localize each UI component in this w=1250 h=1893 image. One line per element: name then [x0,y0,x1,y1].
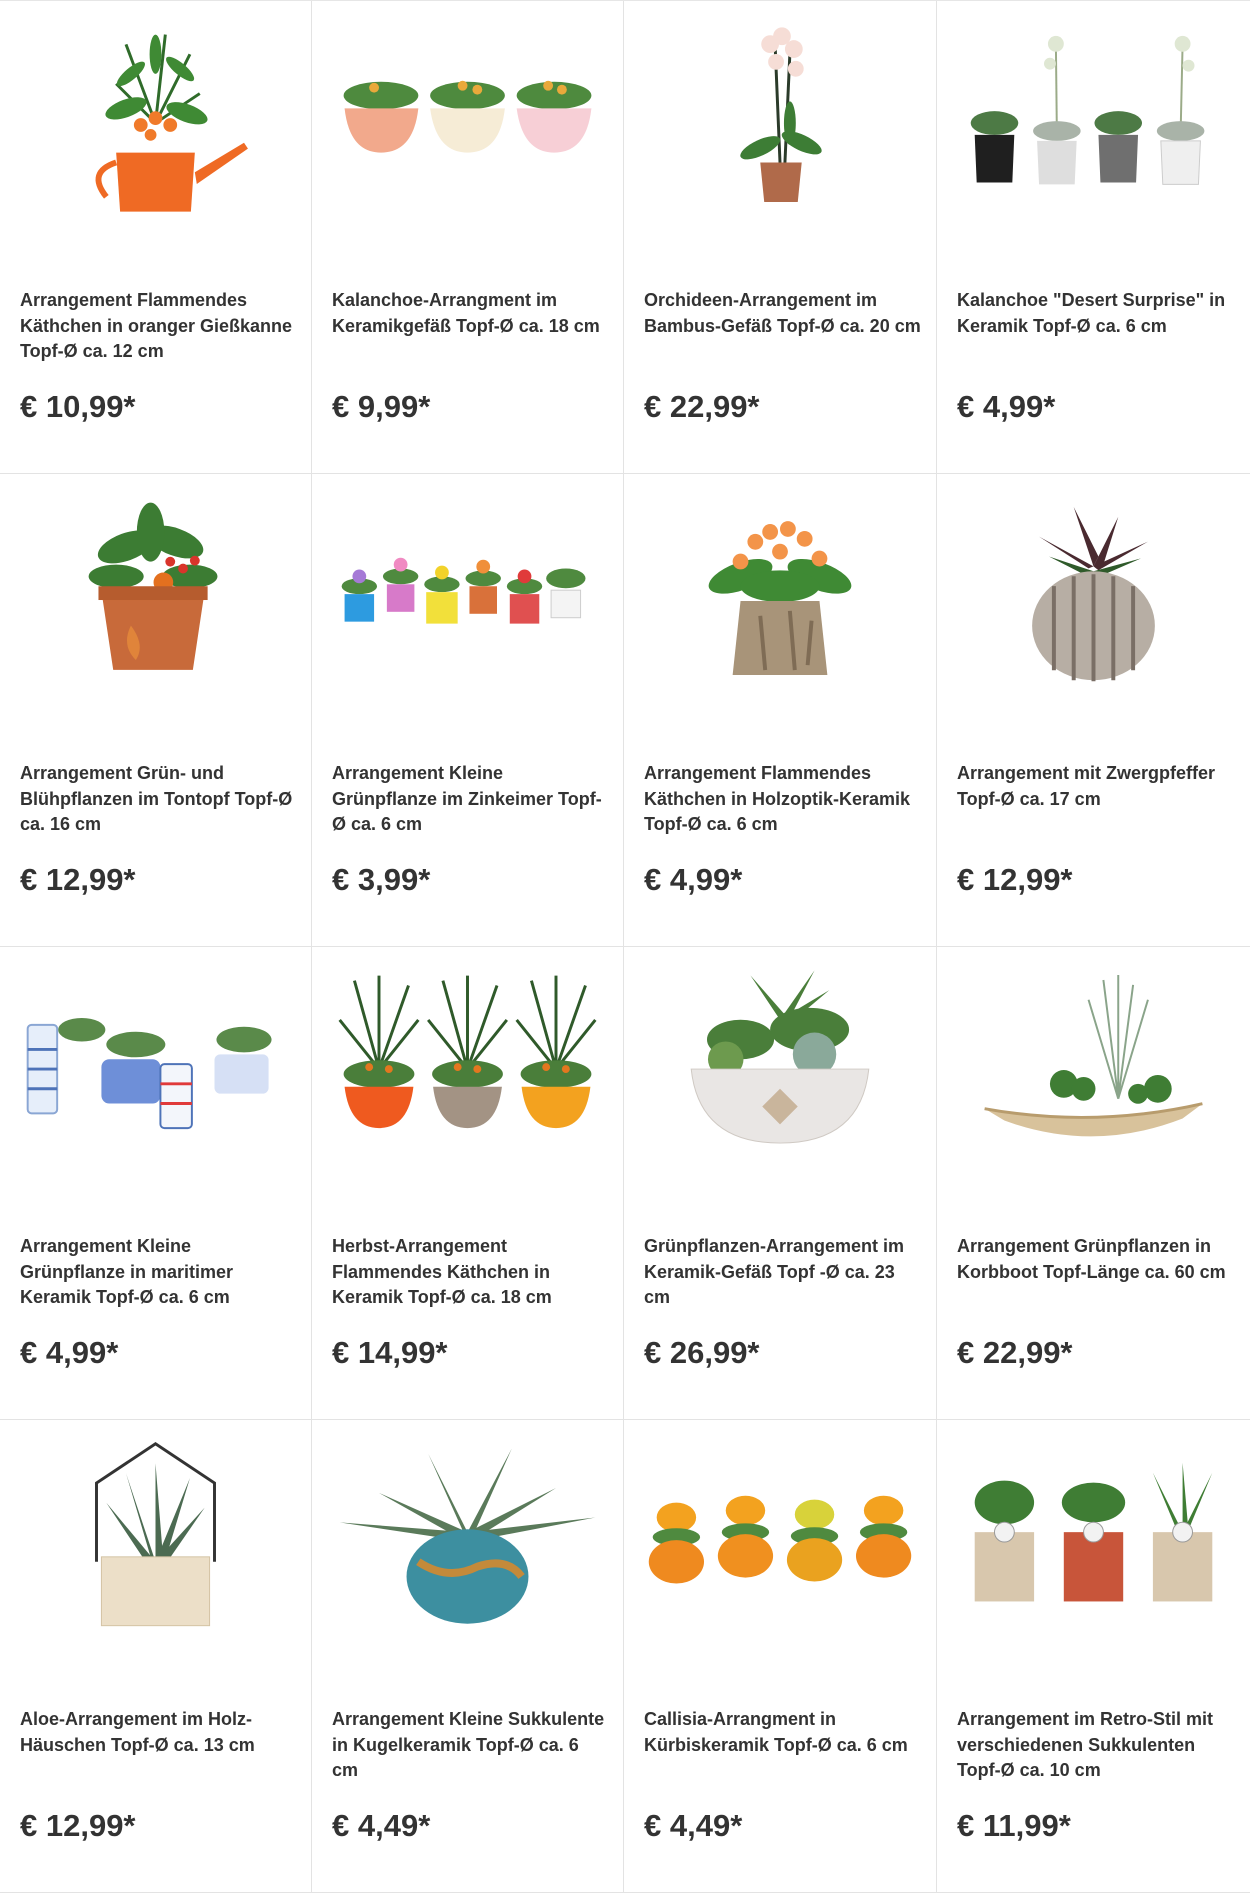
product-card[interactable] [937,1,1250,474]
product-price: € 4,49* [644,1808,743,1843]
three-autumn-pots-icon[interactable] [320,959,615,1189]
product-title[interactable]: Callisia-Arrangment in Kürbiskeramik Topf-Ø ca. 6 cm [644,1709,908,1755]
product-card[interactable] [0,947,312,1420]
product-price: € 22,99* [957,1335,1073,1370]
product-card[interactable] [937,947,1250,1420]
product-price: € 4,49* [332,1808,431,1843]
product-card[interactable] [312,474,624,947]
product-price: € 4,99* [644,862,743,897]
retro-box-succulents-icon[interactable] [945,1432,1242,1662]
product-price: € 12,99* [20,1808,136,1843]
product-title[interactable]: Orchideen-Arrangement im Bambus-Gefäß Topf-Ø ca. 20 cm [644,290,921,336]
four-grey-pots-icon[interactable] [945,13,1242,243]
three-pastel-pots-icon[interactable] [320,13,615,243]
product-card[interactable] [0,474,312,947]
orange-watering-can-plant-icon[interactable] [8,13,303,243]
white-bowl-succulents-icon[interactable] [632,959,928,1189]
product-price: € 4,99* [20,1335,119,1370]
product-price: € 10,99* [20,389,136,424]
product-price: € 4,99* [957,389,1056,424]
six-colorful-buckets-icon[interactable] [320,486,615,716]
product-title[interactable]: Arrangement Kleine Grünpflanze im Zinkeimer Topf-Ø ca. 6 cm [332,763,602,834]
product-title[interactable]: Kalanchoe-Arrangment im Keramikgefäß Topf-Ø ca. 18 cm [332,290,600,336]
product-card[interactable] [0,1420,312,1893]
product-title[interactable]: Kalanchoe "Desert Surprise" in Keramik Topf-Ø ca. 6 cm [957,290,1226,336]
product-title[interactable]: Arrangement Kleine Grünpflanze in maritimer Keramik Topf-Ø ca. 6 cm [20,1236,234,1307]
product-title[interactable]: Arrangement Grünpflanzen in Korbboot Topf-Länge ca. 60 cm [957,1236,1226,1282]
product-title[interactable]: Arrangement Grün- und Blühpflanzen im Tontopf Topf-Ø ca. 16 cm [20,763,293,834]
product-card[interactable] [312,1,624,474]
terracotta-pot-icon[interactable] [8,486,303,716]
product-price: € 12,99* [957,862,1073,897]
product-card[interactable] [937,474,1250,947]
pumpkin-pots-icon[interactable] [632,1432,928,1662]
product-card[interactable] [312,947,624,1420]
product-title[interactable]: Arrangement Kleine Sukkulente in Kugelkeramik Topf-Ø ca. 6 cm [332,1709,605,1780]
product-title[interactable]: Arrangement im Retro-Stil mit verschiedenen Sukkulenten Topf-Ø ca. 10 cm [957,1709,1214,1780]
product-price: € 26,99* [644,1335,760,1370]
product-title[interactable]: Herbst-Arrangement Flammendes Käthchen in Keramik Topf-Ø ca. 18 cm [332,1236,552,1307]
product-card[interactable] [624,1,937,474]
product-price: € 3,99* [332,862,431,897]
orchid-copper-pot-icon[interactable] [632,13,928,243]
product-price: € 22,99* [644,389,760,424]
product-card[interactable] [0,1,312,474]
product-title[interactable]: Grünpflanzen-Arrangement im Keramik-Gefäß Topf -Ø ca. 23 cm [644,1236,905,1307]
product-title[interactable]: Arrangement Flammendes Käthchen in oranger Gießkanne Topf-Ø ca. 12 cm [20,290,293,361]
product-title[interactable]: Aloe-Arrangement im Holz-Häuschen Topf-Ø ca. 13 cm [20,1709,255,1755]
product-title[interactable]: Arrangement mit Zwergpfeffer Topf-Ø ca. 17 cm [957,763,1216,809]
product-price: € 12,99* [20,862,136,897]
product-card[interactable] [624,474,937,947]
product-price: € 11,99* [957,1808,1071,1843]
wooden-house-aloe-icon[interactable] [8,1432,303,1662]
product-title[interactable]: Arrangement Flammendes Käthchen in Holzoptik-Keramik Topf-Ø ca. 6 cm [644,763,911,834]
blue-ball-aloe-icon[interactable] [320,1432,615,1662]
product-card[interactable] [937,1420,1250,1893]
basket-boat-plants-icon[interactable] [945,959,1242,1189]
maritime-lighthouse-pots-icon[interactable] [8,959,303,1189]
product-card[interactable] [624,1420,937,1893]
product-price: € 9,99* [332,389,431,424]
tree-stump-pot-icon[interactable] [632,486,928,716]
wicker-ball-pot-icon[interactable] [945,486,1242,716]
product-card[interactable] [312,1420,624,1893]
product-card[interactable] [624,947,937,1420]
product-price: € 14,99* [332,1335,448,1370]
